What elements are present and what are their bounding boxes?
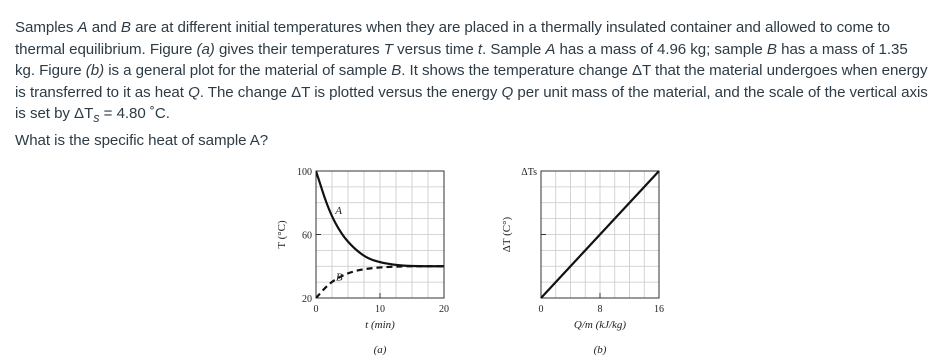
panel-a-ticks [297,167,449,315]
series-a-label: A [335,204,342,217]
panel-a-caption: (a) [373,344,387,356]
panel-b-caption: (b) [593,344,607,356]
y-tick-label: 60 [302,230,312,242]
panel-a [276,167,449,356]
panel-b-x-label: Q/m (kJ/kg) [573,319,627,331]
x-tick-label: 10 [375,304,385,315]
panel-b [501,167,664,356]
y-tick-label: 100 [297,167,312,178]
x-tick-label: 0 [538,304,544,315]
y-tick-label: 20 [302,294,312,305]
series-b-label: B [335,271,343,284]
x-tick-label: 0 [313,304,319,315]
panel-a-x-label: t (min) [365,319,395,331]
x-tick-label: 20 [439,304,449,315]
question-paragraph: Samples A and B are at different initial temperatures when they are placed in a thermally insulated container and allowed to come to thermal equilibrium. Figure (a) gives their temperatures T versus time t. Sample A has a mass of 4.96 kg; sample B has a mass of 1.35 kg. Figure (b) is a general plot for the material of sample B. It shows the temperature change ΔT that the material undergoes when energy is transferred to it as heat Q. The change ΔT is plotted versus the energy Q per unit mass of the material, and the scale of the vertical axis is set by $\Delta T_s = 4.80$ ˚C. [15,19,928,126]
x-tick-label: 16 [654,304,664,315]
x-tick-label: 8 [597,304,603,315]
panel-a-y-label: T (°C) [276,220,288,249]
panel-b-y-label: ΔT (C°) [501,216,513,253]
y-tick-label: ΔTs [521,167,537,178]
question-prompt: What is the specific heat of sample A? [15,131,269,149]
